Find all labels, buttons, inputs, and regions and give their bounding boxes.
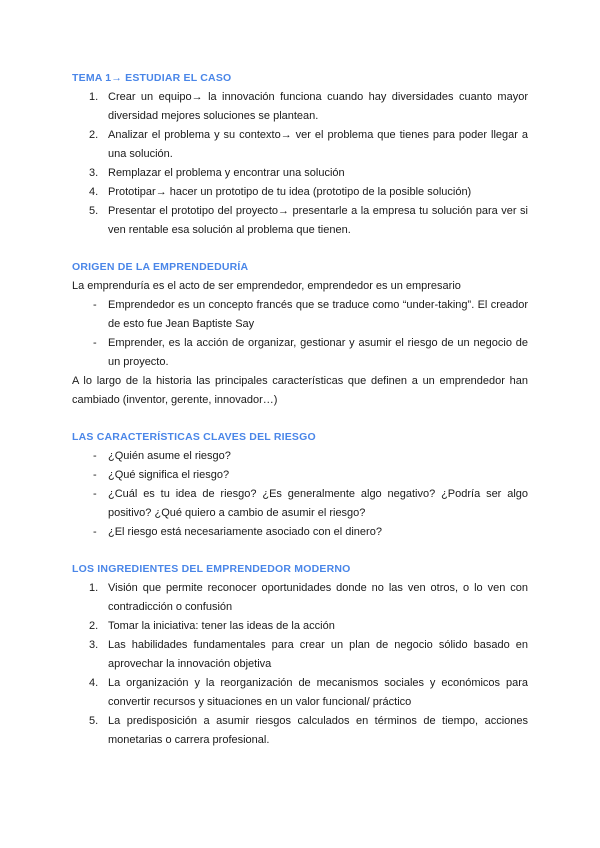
list-item-text: Prototipar→ hacer un prototipo de tu idea (prototipo de la posible solución) bbox=[108, 186, 472, 198]
section-ingredientes bbox=[72, 560, 528, 750]
list-item bbox=[72, 617, 528, 636]
section-heading: ORIGEN DE LA EMPRENDEDURÍA bbox=[72, 261, 249, 273]
list-item bbox=[72, 712, 528, 750]
list-item-text: ¿Qué significa el riesgo? bbox=[108, 469, 230, 481]
list-item-text: Las habilidades fundamentales para crear un plan de negocio sólido basado en aprovechar la innovación objetiva bbox=[108, 639, 528, 670]
list-item-text: La predisposición a asumir riesgos calculados en términos de tiempo, acciones monetarias o carrera profesional. bbox=[108, 715, 528, 746]
list-item-text: ¿Quién asume el riesgo? bbox=[108, 450, 231, 462]
list-item-text: Emprender, es la acción de organizar, gestionar y asumir el riesgo de un negocio de un proyecto. bbox=[108, 337, 528, 368]
list-number: 3. bbox=[89, 167, 99, 179]
list-dash: - bbox=[93, 488, 97, 500]
numbered-list bbox=[72, 579, 528, 750]
list-number: 5. bbox=[89, 715, 99, 727]
list-number: 5. bbox=[89, 205, 99, 217]
paragraph: La emprenduría es el acto de ser emprendedor, emprendedor es un empresario bbox=[72, 280, 461, 292]
list-item bbox=[72, 447, 528, 466]
list-item bbox=[72, 202, 528, 240]
section-heading: LOS INGREDIENTES DEL EMPRENDEDOR MODERNO bbox=[72, 563, 351, 575]
list-number: 3. bbox=[89, 639, 99, 651]
dash-list bbox=[72, 296, 528, 372]
list-item bbox=[72, 334, 528, 372]
list-item bbox=[72, 296, 528, 334]
list-item-text: Emprendedor es un concepto francés que se traduce como “under-taking”. El creador de esto fue Jean Baptiste Say bbox=[108, 299, 528, 330]
list-item-text: Tomar la iniciativa: tener las ideas de la acción bbox=[108, 620, 335, 632]
list-dash: - bbox=[93, 450, 97, 462]
list-number: 1. bbox=[89, 91, 99, 103]
list-item-text: Remplazar el problema y encontrar una solución bbox=[108, 167, 345, 179]
section-riesgo bbox=[72, 428, 528, 542]
list-dash: - bbox=[93, 299, 97, 311]
list-item bbox=[72, 523, 528, 542]
list-number: 4. bbox=[89, 186, 99, 198]
section-origen bbox=[72, 258, 528, 410]
list-dash: - bbox=[93, 337, 97, 349]
list-item-text: Visión que permite reconocer oportunidades donde no las ven otros, o lo ven con contradicción o confusión bbox=[108, 582, 528, 613]
list-item-text: La organización y la reorganización de mecanismos sociales y económicos para convertir recursos y situaciones en un valor funcional/ práctico bbox=[108, 677, 528, 708]
list-number: 2. bbox=[89, 129, 99, 141]
list-item bbox=[72, 183, 528, 202]
list-item bbox=[72, 126, 528, 164]
list-item bbox=[72, 485, 528, 523]
paragraph: A lo largo de la historia las principales características que definen a un emprendedor han cambiado (inventor, gerente, innovador…) bbox=[72, 375, 528, 406]
section-tema-1 bbox=[72, 69, 528, 240]
list-item bbox=[72, 164, 528, 183]
list-item bbox=[72, 466, 528, 485]
list-item bbox=[72, 636, 528, 674]
list-item-text: Crear un equipo→ la innovación funciona cuando hay diversidades cuanto mayor diversidad mejores soluciones se plantean. bbox=[108, 91, 528, 122]
dash-list bbox=[72, 447, 528, 542]
list-item-text: Analizar el problema y su contexto→ ver el problema que tienes para poder llegar a una solución. bbox=[108, 129, 528, 160]
list-item bbox=[72, 674, 528, 712]
section-heading: TEMA 1→ ESTUDIAR EL CASO bbox=[72, 72, 232, 84]
list-number: 4. bbox=[89, 677, 99, 689]
list-dash: - bbox=[93, 526, 97, 538]
list-item-text: Presentar el prototipo del proyecto→ presentarle a la empresa tu solución para ver si ven rentable esa solución al problema que tienen. bbox=[108, 205, 528, 236]
list-item-text: ¿Cuál es tu idea de riesgo? ¿Es generalmente algo negativo? ¿Podría ser algo positivo? ¿Qué quiero a cambio de asumir el riesgo? bbox=[108, 488, 528, 519]
list-dash: - bbox=[93, 469, 97, 481]
section-heading: LAS CARACTERÍSTICAS CLAVES DEL RIESGO bbox=[72, 431, 316, 443]
list-item bbox=[72, 579, 528, 617]
list-number: 1. bbox=[89, 582, 99, 594]
list-number: 2. bbox=[89, 620, 99, 632]
list-item-text: ¿El riesgo está necesariamente asociado con el dinero? bbox=[108, 526, 382, 538]
document-content bbox=[72, 69, 528, 768]
list-item bbox=[72, 88, 528, 126]
numbered-list bbox=[72, 88, 528, 240]
